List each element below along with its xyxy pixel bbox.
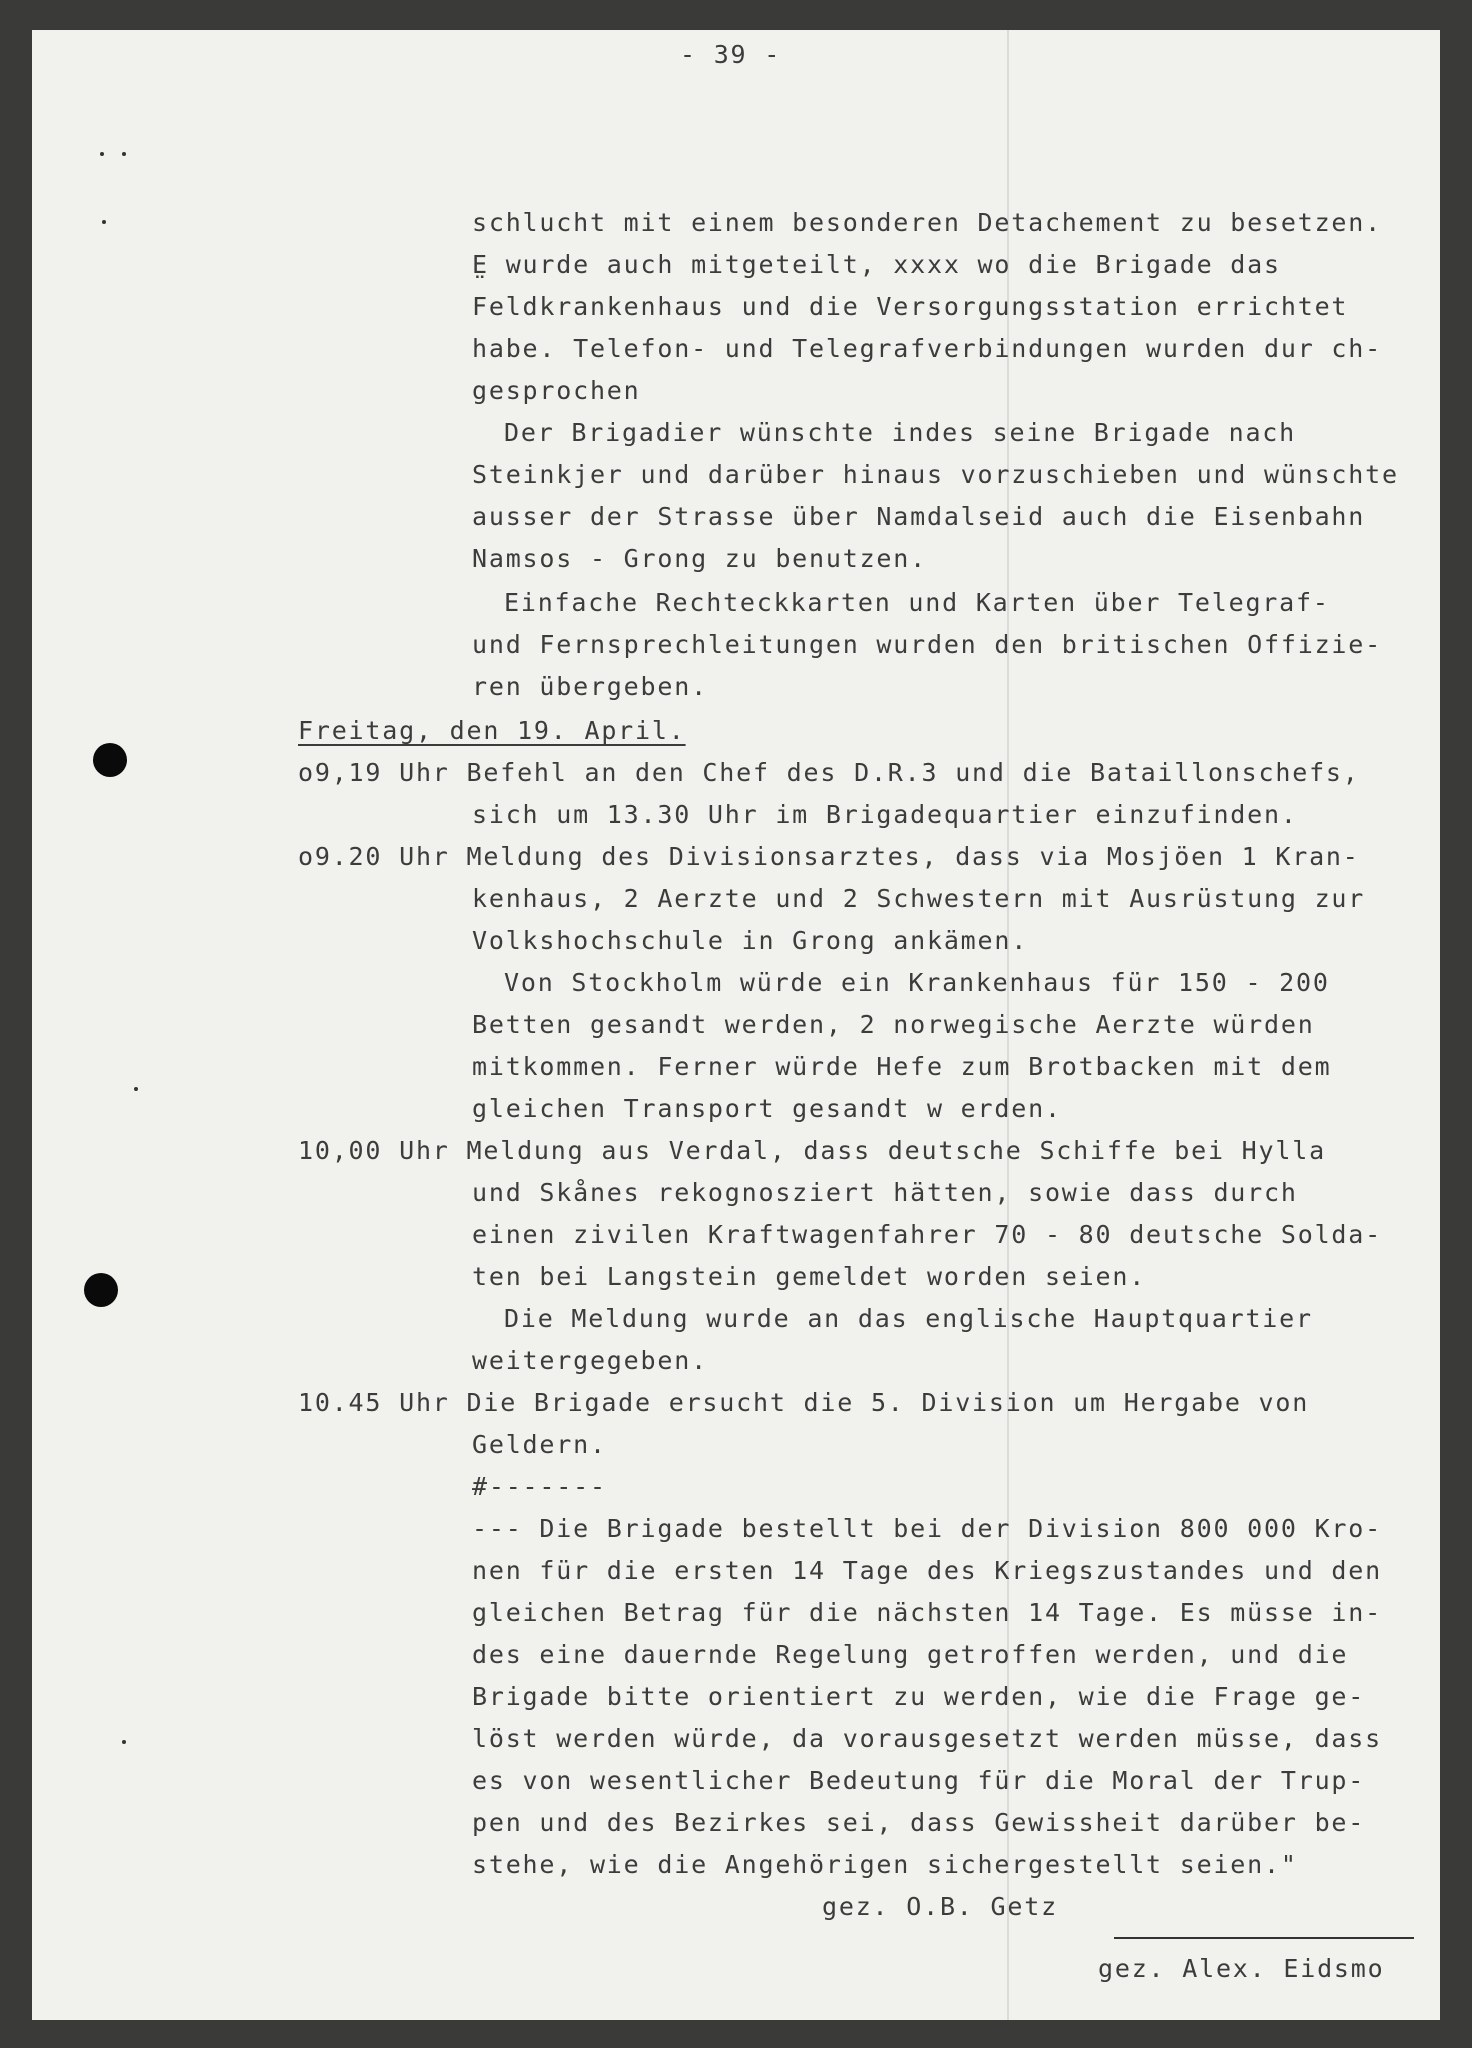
text-line: Betten gesandt werden, 2 norwegische Aerzte würden <box>472 1010 1315 1039</box>
text-line: gesprochen <box>472 376 641 405</box>
signature-getz: gez. O.B. Getz <box>822 1892 1058 1921</box>
text-line: löst werden würde, da vorausgesetzt werden müsse, dass <box>472 1724 1382 1753</box>
text-line: Namsos - Grong zu benutzen. <box>472 544 927 573</box>
text-line: Volkshochschule in Grong ankämen. <box>472 926 1029 955</box>
text-line: einen zivilen Kraftwagenfahrer 70 - 80 deutsche Solda- <box>472 1220 1382 1249</box>
text-line: Einfache Rechteckkarten und Karten über Telegraf- <box>504 588 1330 617</box>
margin-speck <box>102 220 106 224</box>
text-line: gleichen Betrag für die nächsten 14 Tage. Es müsse in- <box>472 1598 1382 1627</box>
text-line: 10.45 Uhr Die Brigade ersucht die 5. Division um Hergabe von <box>298 1388 1310 1417</box>
text-line: E̤ wurde auch mitgeteilt, xxxx wo die Brigade das <box>472 250 1281 279</box>
text-line: und Skånes rekognosziert hätten, sowie dass durch <box>472 1178 1298 1207</box>
date-heading: Freitag, den 19. April. <box>298 716 686 745</box>
margin-speck <box>100 152 104 156</box>
margin-speck <box>134 1087 138 1091</box>
text-line: habe. Telefon- und Telegrafverbindungen wurden dur ch- <box>472 334 1382 363</box>
text-line: ausser der Strasse über Namdalseid auch die Eisenbahn <box>472 502 1366 531</box>
page-number: - 39 - <box>680 40 782 69</box>
text-line: nen für die ersten 14 Tage des Kriegszustandes und den <box>472 1556 1382 1585</box>
text-line: #------- <box>472 1472 607 1501</box>
text-line: Der Brigadier wünschte indes seine Brigade nach <box>504 418 1297 447</box>
text-line: Steinkjer und darüber hinaus vorzuschieben und wünschte <box>472 460 1399 489</box>
text-line: es von wesentlicher Bedeutung für die Moral der Trup- <box>472 1766 1366 1795</box>
text-line: Von Stockholm würde ein Krankenhaus für 150 - 200 <box>504 968 1330 997</box>
text-line: Die Meldung wurde an das englische Hauptquartier <box>504 1304 1313 1333</box>
punch-hole <box>93 743 127 777</box>
text-line: 10,00 Uhr Meldung aus Verdal, dass deutsche Schiffe bei Hylla <box>298 1136 1326 1165</box>
text-line: sich um 13.30 Uhr im Brigadequartier einzufinden. <box>472 800 1298 829</box>
margin-speck <box>122 1740 126 1744</box>
text-line: mitkommen. Ferner würde Hefe zum Brotbacken mit dem <box>472 1052 1332 1081</box>
text-line: Geldern. <box>472 1430 607 1459</box>
margin-speck <box>122 152 126 156</box>
punch-hole <box>84 1273 118 1307</box>
signature-rule <box>1114 1937 1414 1939</box>
text-line: ten bei Langstein gemeldet worden seien. <box>472 1262 1147 1291</box>
text-line: --- Die Brigade bestellt bei der Division 800 000 Kro- <box>472 1514 1382 1543</box>
document-page <box>32 30 1440 2020</box>
text-line: o9,19 Uhr Befehl an den Chef des D.R.3 und die Bataillonschefs, <box>298 758 1360 787</box>
text-line: weitergegeben. <box>472 1346 708 1375</box>
text-line: gleichen Transport gesandt w erden. <box>472 1094 1062 1123</box>
text-line: o9.20 Uhr Meldung des Divisionsarztes, dass via Mosjöen 1 Kran- <box>298 842 1360 871</box>
text-line: Brigade bitte orientiert zu werden, wie die Frage ge- <box>472 1682 1366 1711</box>
text-line: ren übergeben. <box>472 672 708 701</box>
text-line: schlucht mit einem besonderen Detachement zu besetzen. <box>472 208 1382 237</box>
signature-eidsmo: gez. Alex. Eidsmo <box>1098 1954 1385 1983</box>
text-line: und Fernsprechleitungen wurden den britischen Offizie- <box>472 630 1382 659</box>
text-line: pen und des Bezirkes sei, dass Gewissheit darüber be- <box>472 1808 1366 1837</box>
text-line: des eine dauernde Regelung getroffen werden, und die <box>472 1640 1349 1669</box>
text-line: Feldkrankenhaus und die Versorgungsstation errichtet <box>472 292 1349 321</box>
text-line: stehe, wie die Angehörigen sichergestellt seien." <box>472 1850 1298 1879</box>
text-line: kenhaus, 2 Aerzte und 2 Schwestern mit Ausrüstung zur <box>472 884 1366 913</box>
